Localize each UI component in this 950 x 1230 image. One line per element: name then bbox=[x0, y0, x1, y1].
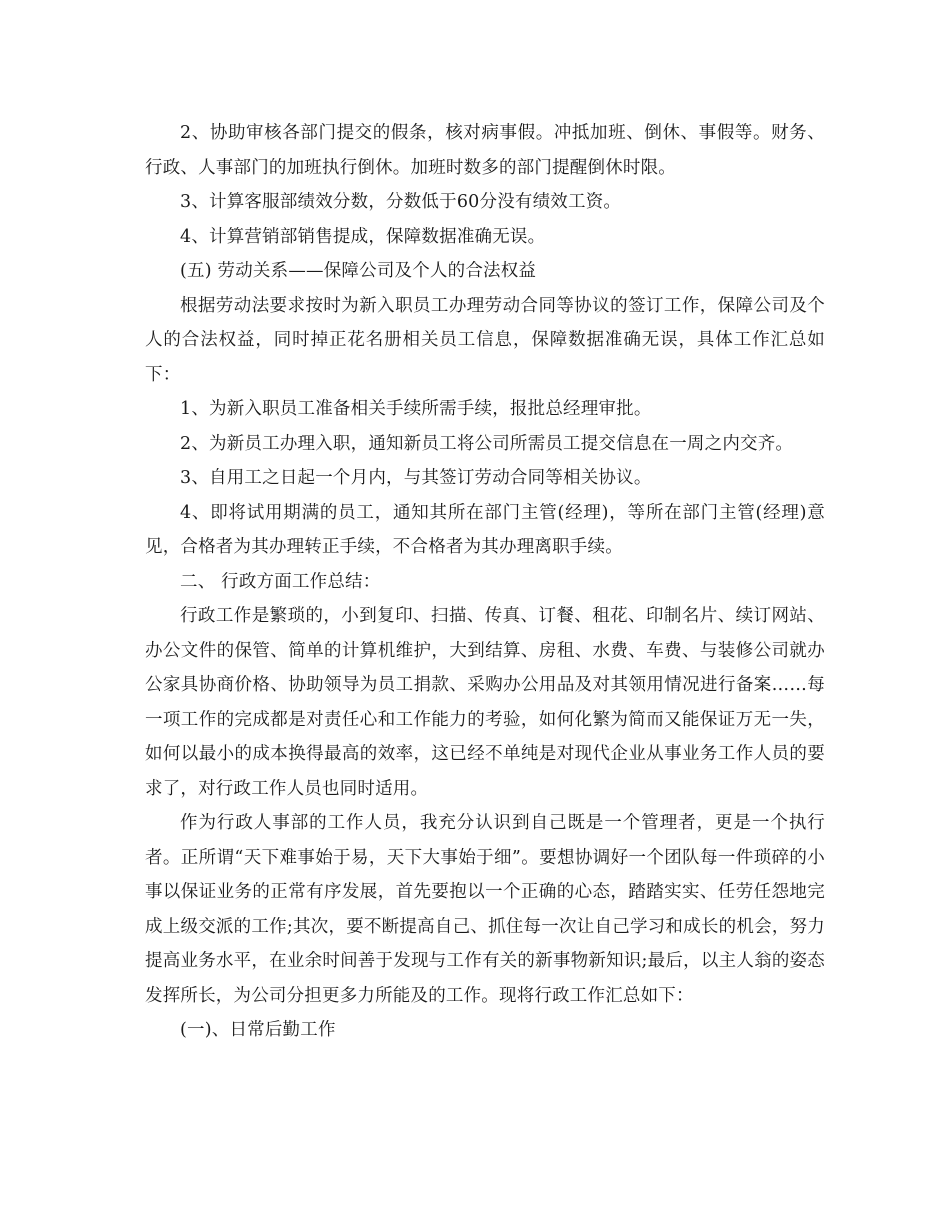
paragraph-labor-law-intro: 根据劳动法要求按时为新入职员工办理劳动合同等协议的签订工作，保障公司及个人的合法权益，同时掉正花名册相关员工信息，保障数据准确无误，具体工作汇总如下： bbox=[145, 295, 825, 385]
paragraph-sales-commission: 4、计算营销部销售提成，保障数据准确无误。 bbox=[180, 226, 546, 247]
paragraph-admin-work: 行政工作是繁琐的，小到复印、扫描、传真、订餐、租花、印制名片、续订网站、办公文件的保管、简单的计算机维护，大到结算、房租、水费、车费、与装修公司就办公家具协商价格、协助领导为员工捐款、采购办公用品及对其领用情况进行备案……每一项工作的完成都是对责任心和工作能力的考验，如何化繁为简而又能保证万无一失，如何以最小的成本换得最高的效率，这已经不单纯是对现代企业从事业务工作人员的要求了，对行政工作人员也同时适用。 bbox=[145, 606, 825, 799]
section-heading-admin-summary: 二、 行政方面工作总结： bbox=[180, 571, 381, 592]
section-heading-daily-logistics: (一)、日常后勤工作 bbox=[180, 1020, 336, 1040]
document-body bbox=[145, 116, 825, 1048]
paragraph-probation-end: 4、即将试用期满的员工，通知其所在部门主管(经理)，等所在部门主管(经理)意见，合格者为其办理转正手续，不合格者为其办理离职手续。 bbox=[145, 502, 825, 557]
section-heading-labor-relations: (五) 劳动关系——保障公司及个人的合法权益 bbox=[180, 261, 537, 281]
paragraph-new-hire-procedures: 1、为新入职员工准备相关手续所需手续，报批总经理审批。 bbox=[180, 399, 652, 419]
paragraph-leave-review: 2、协助审核各部门提交的假条，核对病事假。冲抵加班、倒休、事假等。财务、行政、人事部门的加班执行倒休。加班时数多的部门提醒倒休时限。 bbox=[145, 123, 825, 178]
paragraph-customer-service-score: 3、计算客服部绩效分数，分数低于60分没有绩效工资。 bbox=[180, 192, 622, 212]
paragraph-contract-signing: 3、自用工之日起一个月内，与其签订劳动合同等相关协议。 bbox=[180, 468, 652, 488]
paragraph-admin-role: 作为行政人事部的工作人员，我充分认识到自己既是一个管理者，更是一个执行者。正所谓“天下难事始于易，天下大事始于细”。要想协调好一个团队每一件琐碎的小事以保证业务的正常有序发展，首先要抱以一个正确的心态，踏踏实实、任劳任怨地完成上级交派的工作;其次，要不断提高自己、抓住每一次让自己学习和成长的机会，努力提高业务水平，在业余时间善于发现与工作有关的新事物新知识;最后，以主人翁的姿态发挥所长，为公司分担更多力所能及的工作。现将行政工作汇总如下： bbox=[145, 813, 825, 1006]
paragraph-onboarding: 2、为新员工办理入职，通知新员工将公司所需员工提交信息在一周之内交齐。 bbox=[180, 433, 794, 454]
